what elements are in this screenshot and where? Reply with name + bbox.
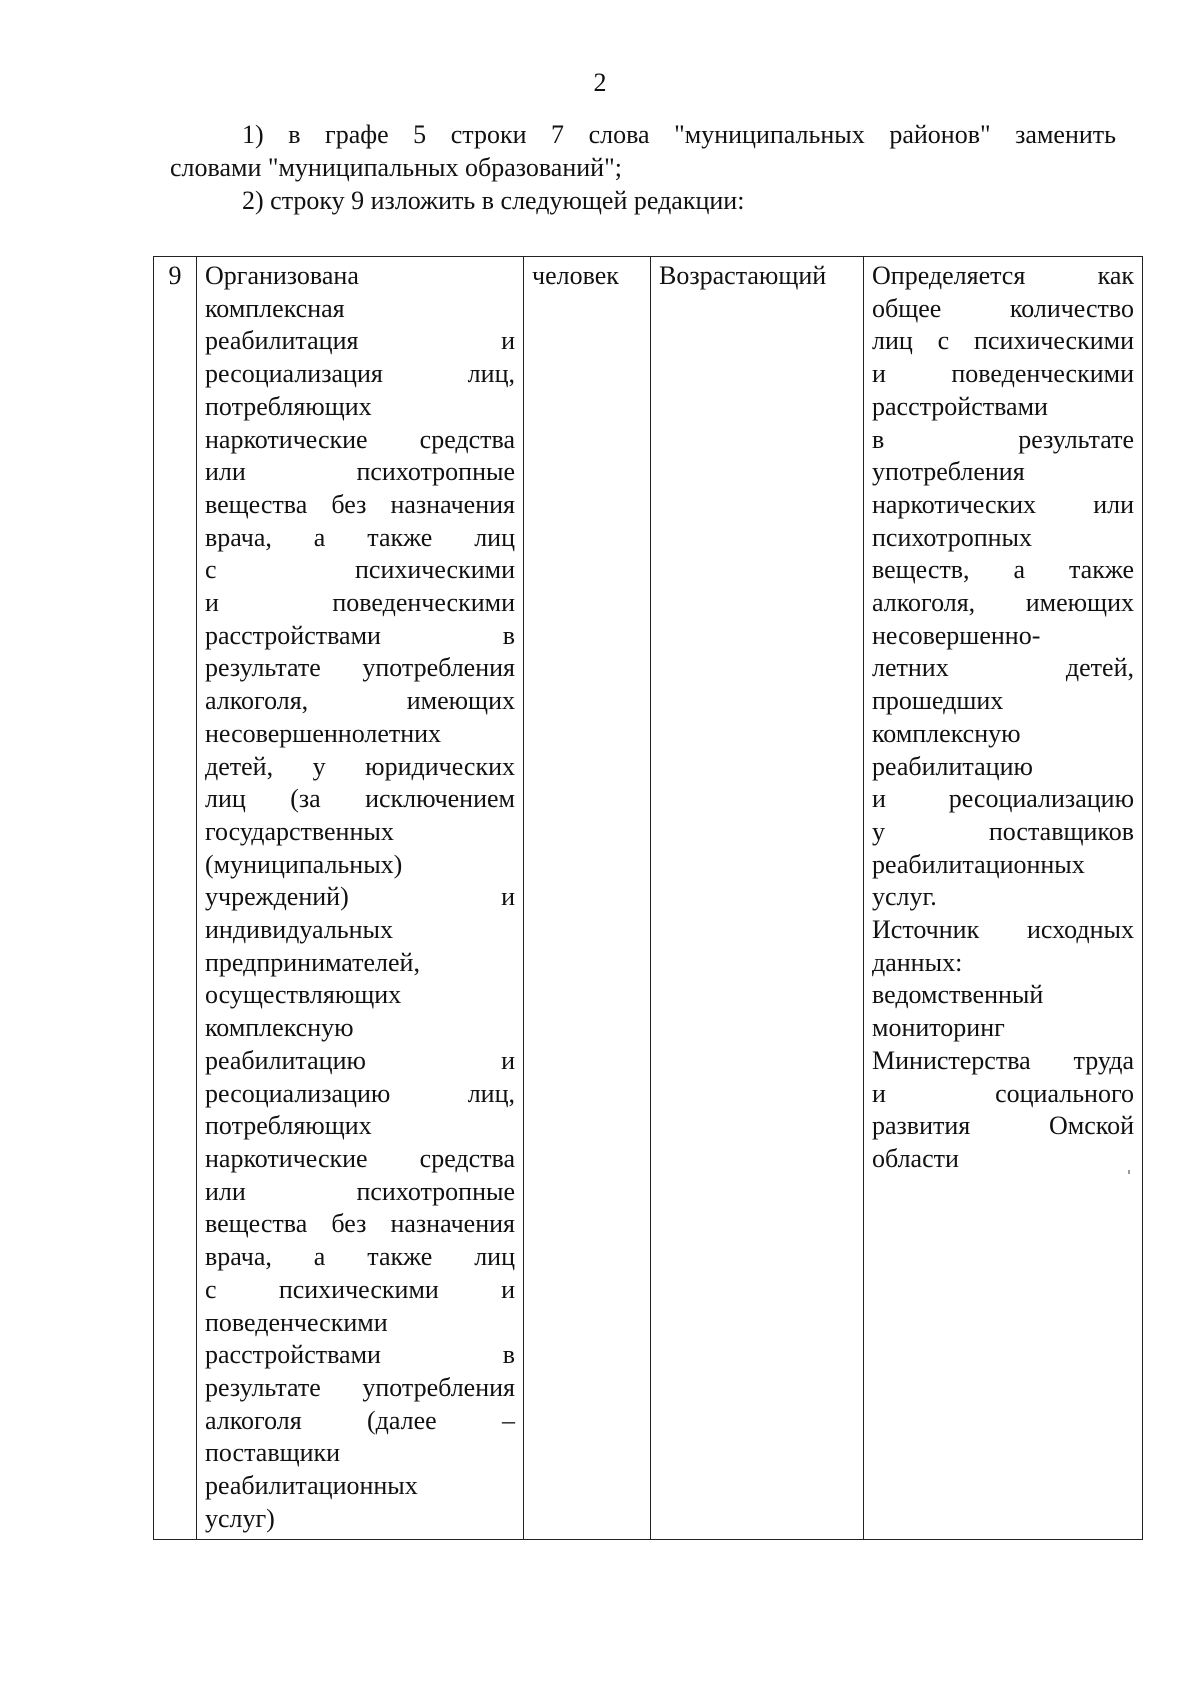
name-line: реабилитационных (205, 1471, 418, 1501)
name-line: наркотические средства (205, 1143, 515, 1173)
name-line: алкоголя, имеющих (205, 686, 515, 716)
method-line: Определяется как (872, 261, 1134, 290)
name-line: потребляющих (205, 1111, 372, 1141)
name-line: результате употребления (205, 1372, 515, 1402)
name-line: или психотропные (205, 1176, 515, 1206)
unit-text: человек (532, 261, 619, 290)
name-line: осуществляющих (205, 980, 402, 1010)
name-line: несовершеннолетних (205, 718, 442, 748)
method-line: комплексную (872, 718, 1021, 748)
method-line: и поведенческими (872, 359, 1134, 389)
name-line: индивидуальных (205, 915, 394, 945)
name-line: с психическими и (205, 1274, 515, 1304)
row-number: 9 (168, 261, 182, 290)
unit-cell (524, 257, 651, 1540)
method-line: реабилитационных (872, 849, 1085, 879)
name-line: комплексная (205, 293, 345, 323)
name-line: реабилитация и (205, 326, 515, 356)
table-row (154, 257, 1143, 1540)
name-line: или психотропные (205, 457, 515, 487)
name-line: и поведенческими (205, 588, 515, 618)
name-line: поставщики (205, 1438, 341, 1468)
name-line: результате употребления (205, 653, 515, 683)
item2-text: 2) строку 9 изложить в следующей редакции: (242, 186, 745, 215)
method-line: мониторинг (872, 1013, 1005, 1043)
method-line: развития Омской (872, 1111, 1134, 1141)
method-line: и социального (872, 1078, 1134, 1108)
method-line: лиц с психическими (872, 326, 1134, 356)
indicator-name-cell (197, 257, 524, 1540)
method-line: наркотических или (872, 489, 1134, 519)
method-line: у поставщиков (872, 816, 1134, 846)
name-line: потребляющих (205, 391, 372, 421)
name-line: (муниципальных) (205, 849, 403, 879)
name-line: комплексную (205, 1013, 354, 1043)
name-line: Организована (205, 261, 359, 290)
name-line: учреждений) и (205, 882, 515, 912)
method-line: алкоголя, имеющих (872, 588, 1134, 618)
method-line: реабилитацию (872, 751, 1033, 781)
name-line: поведенческими (205, 1307, 388, 1337)
name-line: ресоциализация лиц, (205, 359, 515, 389)
row-number-cell (154, 257, 197, 1540)
amendment-table (153, 256, 1143, 1540)
method-line: Источник исходных (872, 915, 1134, 945)
method-line: летних детей, (872, 653, 1134, 683)
method-line: области (872, 1143, 959, 1173)
name-line: услуг) (205, 1503, 275, 1533)
name-line: наркотические средства (205, 424, 515, 454)
name-line: лиц (за исключением (205, 784, 515, 814)
name-line: детей, у юридических (205, 751, 515, 781)
name-line: врача, а также лиц (205, 522, 515, 552)
page-number: 2 (593, 68, 607, 97)
trend-text: Возрастающий (659, 261, 827, 290)
method-line: Министерства труда (872, 1045, 1134, 1075)
method-line: общее количество (872, 293, 1134, 323)
name-line: с психическими (205, 555, 515, 585)
indicator-name-text (205, 260, 515, 1535)
name-line: расстройствами в (205, 1340, 515, 1370)
method-line: данных: (872, 947, 963, 977)
scan-mark (1128, 1170, 1130, 1174)
name-line: реабилитацию и (205, 1045, 515, 1075)
method-line: веществ, а также (872, 555, 1134, 585)
method-line: употребления (872, 457, 1025, 487)
method-text (872, 260, 1134, 1176)
name-line: ресоциализацию лиц, (205, 1078, 515, 1108)
name-line: вещества без назначения (205, 489, 515, 519)
name-line: государственных (205, 816, 394, 846)
item1-line1: 1) в графе 5 строки 7 слова "муниципальных районов" заменить (242, 120, 1116, 149)
method-cell (864, 257, 1143, 1540)
method-line: и ресоциализацию (872, 784, 1134, 814)
name-line: расстройствами в (205, 620, 515, 650)
name-line: вещества без назначения (205, 1209, 515, 1239)
item1-line2: словами "муниципальных образований"; (170, 153, 622, 182)
method-line: несовершенно- (872, 620, 1041, 650)
name-line: предпринимателей, (205, 947, 420, 977)
name-line: алкоголя (далее – (205, 1405, 515, 1435)
trend-cell (651, 257, 864, 1540)
amendment-intro (170, 118, 1116, 217)
method-line: ведомственный (872, 980, 1044, 1010)
method-line: услуг. (872, 882, 937, 912)
name-line: врача, а также лиц (205, 1242, 515, 1272)
method-line: в результате (872, 424, 1134, 454)
method-line: прошедших (872, 686, 1004, 716)
method-line: психотропных (872, 522, 1033, 552)
method-line: расстройствами (872, 391, 1048, 421)
